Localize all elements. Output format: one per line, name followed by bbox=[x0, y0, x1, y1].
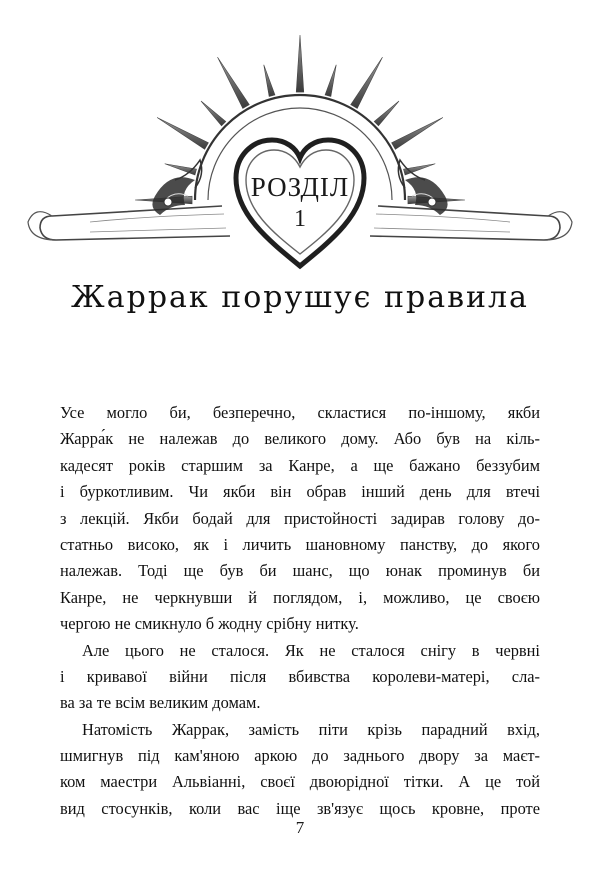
text-line: чергою не смикнуло б жодну срібну нитку. bbox=[60, 614, 359, 634]
text-line: належав. Тоді ще був би шанс, що юнак проминув би bbox=[60, 561, 540, 581]
chapter-title: Жаррак порушує правила bbox=[71, 280, 529, 315]
text-line: ком маестри Альвіанні, своєї двоюрідної тітки. А це той bbox=[60, 772, 540, 792]
sun-ray bbox=[218, 57, 250, 108]
heart-outer bbox=[236, 140, 364, 266]
paragraph bbox=[60, 717, 540, 823]
text-line: Натомість Жаррак, замість піти крізь парадний вхід, bbox=[82, 719, 540, 739]
text-line: статньо високо, як і личить шановному панству, до якого bbox=[60, 534, 540, 554]
sun-ray bbox=[264, 65, 275, 97]
paragraph bbox=[60, 400, 540, 638]
text-line: Жарра́к не належав до великого дому. Або був на кіль- bbox=[60, 429, 540, 449]
sun-ray bbox=[296, 35, 304, 92]
text-line: Усе могло би, безперечно, скластися по-іншому, якби bbox=[60, 403, 540, 422]
sun-ray bbox=[351, 57, 383, 108]
text-line: Але цього не сталося. Як не сталося снігу в червні bbox=[82, 640, 540, 660]
text-line: Канре, не черкнувши й поглядом, і, можливо, це своєю bbox=[60, 587, 540, 607]
text-line: вид стосунків, коли вас іще зв'язує щось кровне, проте bbox=[60, 798, 540, 818]
page-number: 7 bbox=[295, 818, 305, 837]
text-line: шмигнув під кам'яною аркою до заднього двору за маєт- bbox=[60, 746, 540, 766]
text-line: кадесят років старшим за Канре, а ще бажано беззубим bbox=[60, 455, 540, 475]
text-line: і буркотливим. Чи якби він обрав інший день для втечі bbox=[60, 482, 540, 502]
chapter-number: 1 bbox=[294, 206, 306, 232]
text-line: і кривавої війни після вбивства королеви-матері, сла- bbox=[60, 666, 540, 686]
body-text bbox=[60, 400, 540, 822]
text-line: з лекцій. Якби бодай для пристойності задирав голову до- bbox=[60, 508, 540, 528]
sun-ray bbox=[157, 118, 208, 150]
text-line: ва за те всім великим домам. bbox=[60, 693, 261, 713]
paragraph bbox=[60, 638, 540, 717]
sun-ray bbox=[201, 101, 226, 126]
sun-ray bbox=[392, 118, 443, 150]
sun-ray bbox=[325, 65, 336, 97]
sun-ray bbox=[374, 101, 399, 126]
chapter-label: РОЗДІЛ bbox=[250, 172, 350, 202]
